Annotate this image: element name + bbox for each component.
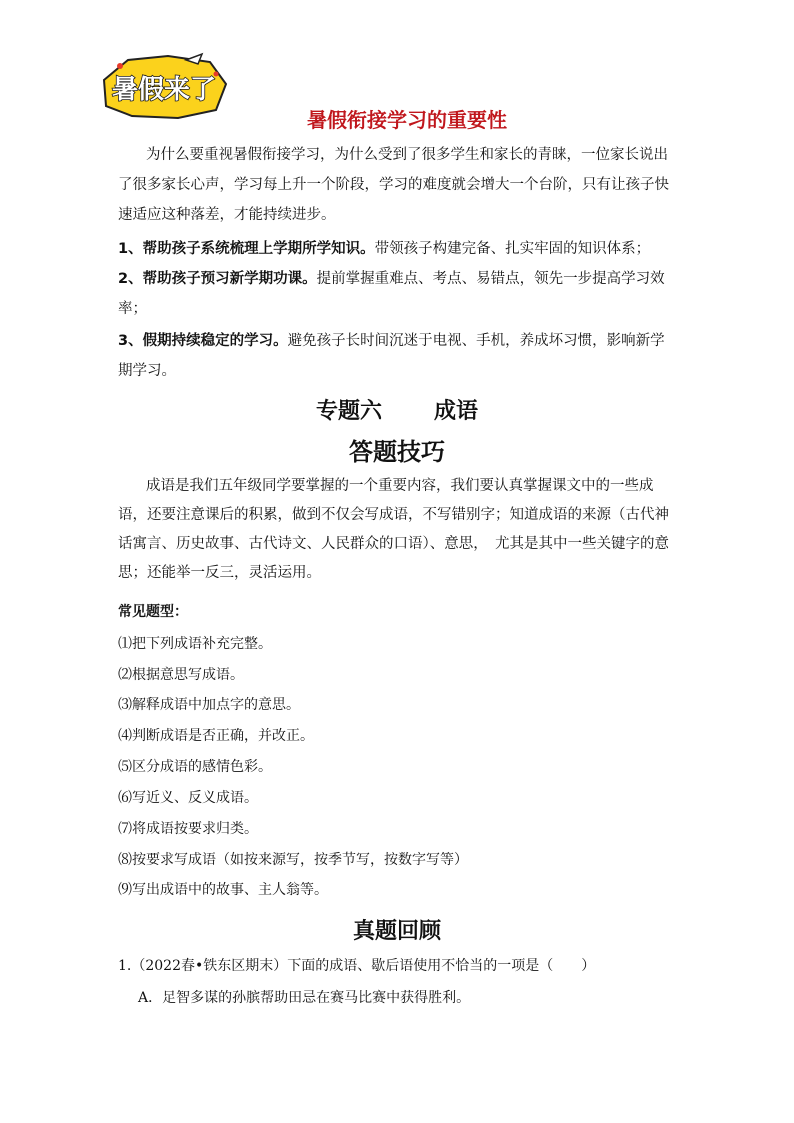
type-item-3: ⑶解释成语中加点字的意思。 xyxy=(118,697,300,713)
topic-heading xyxy=(0,394,794,425)
types-label: 常见题型： xyxy=(118,604,188,620)
tips-paragraph: 成语是我们五年级同学要掌握的一个重要内容，我们要认真掌握课文中的一些成语，还要注意课后的积累，做到不仅会写成语，不写错别字；知道成语的来源（古代神话寓言、历史故事、古代诗文、人民群众的口语）、意思， 尤其是其中一些关键字的意思；还能举一反三，灵活运用。 xyxy=(118,478,669,581)
review-heading: 真题回顾 xyxy=(352,918,441,944)
promo-point-1-body: 带领孩子构建完备、扎实牢固的知识体系； xyxy=(374,241,651,257)
logo-text: 暑假来了 xyxy=(111,75,217,105)
type-item-2: ⑵根据意思写成语。 xyxy=(118,667,244,683)
question-1-option-a: A．足智多谋的孙膑帮助田忌在赛马比赛中获得胜利。 xyxy=(138,990,471,1006)
type-item-9: ⑼写出成语中的故事、主人翁等。 xyxy=(118,882,328,898)
type-item-6: ⑹写近义、反义成语。 xyxy=(118,790,258,806)
promo-title: 暑假衔接学习的重要性 xyxy=(307,108,507,132)
promo-point-2-body: 提前掌握重难点、考点、易错点，领先一步提高学习效率； xyxy=(118,271,665,317)
promo-point-3-body: 避免孩子长时间沉迷于电视、手机，养成坏习惯，影响新学期学习。 xyxy=(118,333,665,379)
promo-point-3-head: 3、假期持续稳定的学习。 xyxy=(118,333,288,349)
question-1: 1.（2022春•铁东区期末）下面的成语、歇后语使用不恰当的一项是（ ） xyxy=(118,958,596,974)
promo-point-2 xyxy=(118,264,678,324)
type-item-5: ⑸区分成语的感情色彩。 xyxy=(118,759,272,775)
promo-intro: 为什么要重视暑假衔接学习，为什么受到了很多学生和家长的青睐，一位家长说出了很多家长心声，学习每上升一个阶段，学习的难度就会增大一个台阶，只有让孩子快速适应这种落差，才能持续进步。 xyxy=(118,147,669,223)
tips-heading: 答题技巧 xyxy=(349,437,445,466)
type-item-4: ⑷判断成语是否正确，并改正。 xyxy=(118,728,314,744)
promo-point-3 xyxy=(118,326,678,386)
type-item-7: ⑺将成语按要求归类。 xyxy=(118,821,258,837)
topic-number: 专题六 xyxy=(315,398,382,424)
type-item-1: ⑴把下列成语补充完整。 xyxy=(118,636,272,652)
promo-point-2-head: 2、帮助孩子预习新学期功课。 xyxy=(118,271,317,287)
promo-point-1 xyxy=(118,234,678,264)
type-item-8: ⑻按要求写成语（如按来源写，按季节写，按数字写等） xyxy=(118,852,468,868)
topic-name: 成语 xyxy=(434,398,479,424)
promo-point-1-head: 1、帮助孩子系统梳理上学期所学知识。 xyxy=(118,241,375,257)
